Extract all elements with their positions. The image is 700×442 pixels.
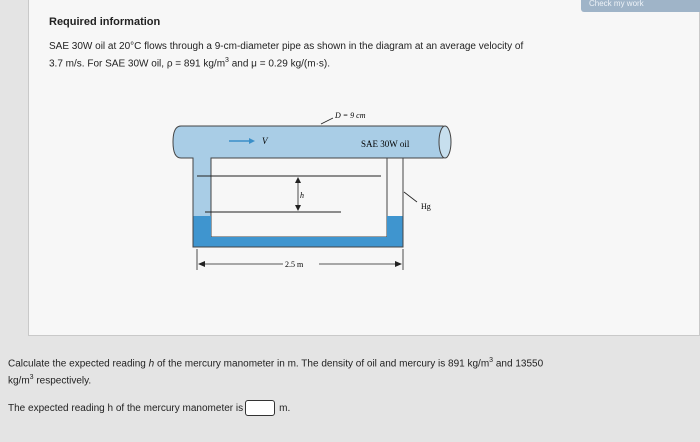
problem-panel bbox=[28, 0, 700, 336]
problem-heading: Required information bbox=[49, 16, 161, 28]
oil-label: SAE 30W oil bbox=[361, 139, 410, 149]
length-label: 2.5 m bbox=[285, 260, 304, 269]
problem-statement bbox=[49, 40, 659, 71]
velocity-label: V bbox=[262, 136, 268, 146]
answer-input[interactable] bbox=[245, 400, 275, 416]
mercury-label: Hg bbox=[421, 202, 431, 211]
pipe-end-cap bbox=[439, 126, 451, 158]
height-label: h bbox=[300, 191, 304, 200]
pipe-manometer-diagram bbox=[171, 108, 471, 278]
answer-row bbox=[8, 400, 290, 416]
problem-line-2: 3.7 m/s. For SAE 30W oil, ρ = 891 $kg/m^3$ and μ = 0.29 kg/(m·s). bbox=[49, 57, 331, 70]
answer-unit: m. bbox=[279, 402, 291, 414]
question-text: Calculate the expected reading h of the mercury manometer in m. The density of oil and mercury is 891 $kg/m^3$ and 13550 $kg/m^3$ respectively. bbox=[8, 357, 544, 387]
answer-prompt: The expected reading h of the mercury manometer is bbox=[8, 402, 244, 414]
problem-line-1: SAE 30W oil at 20°C flows through a 9-cm-diameter pipe as shown in the diagram at an average velocity of bbox=[49, 41, 524, 52]
question-area bbox=[0, 336, 700, 442]
diameter-label: D = 9 cm bbox=[335, 111, 366, 120]
check-my-work-button[interactable]: Check my work bbox=[581, 0, 700, 12]
manometer-inner bbox=[211, 158, 387, 237]
